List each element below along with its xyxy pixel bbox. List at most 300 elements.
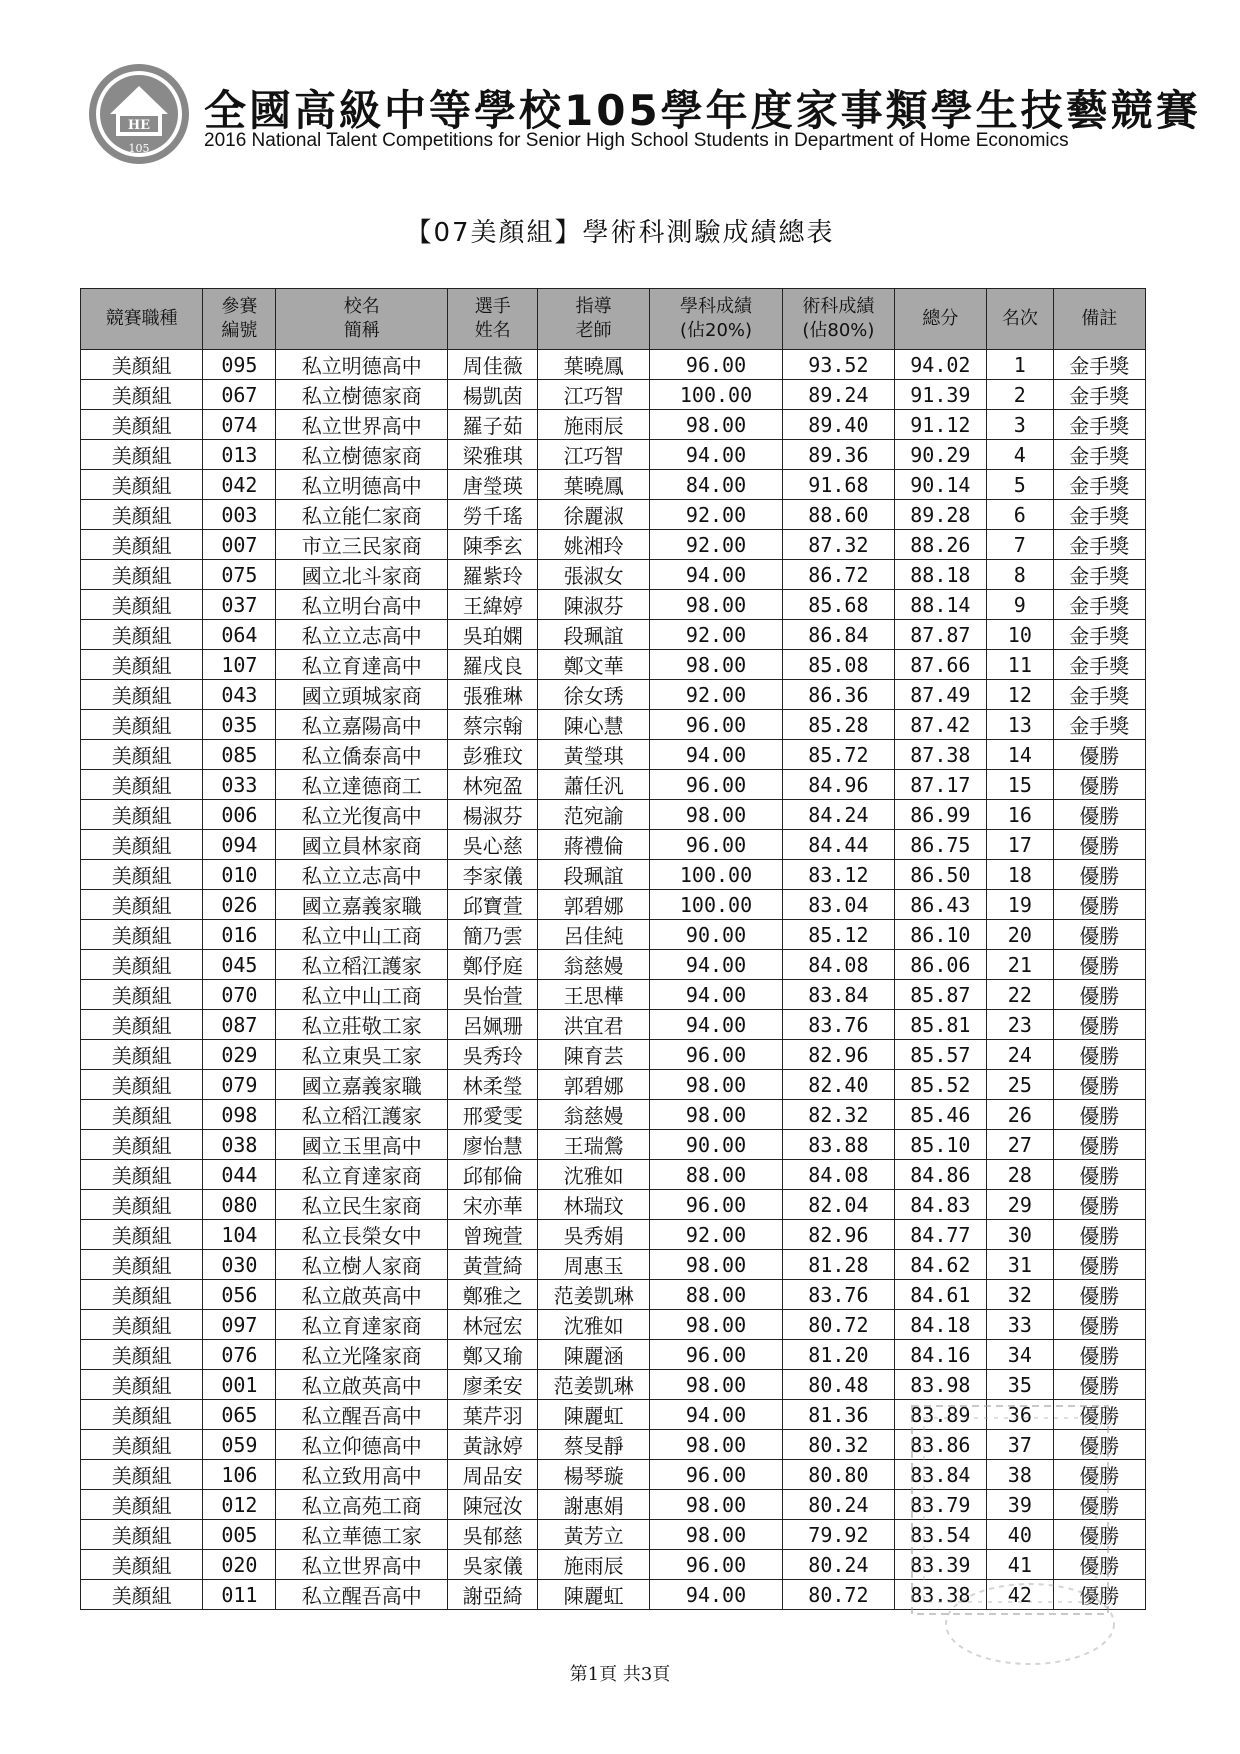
table-cell: 蔣禮倫 [538, 830, 650, 860]
table-cell: 施雨辰 [538, 1550, 650, 1580]
table-cell: 27 [987, 1130, 1054, 1160]
table-cell: 優勝 [1053, 860, 1145, 890]
table-cell: 梁雅琪 [448, 440, 538, 470]
table-cell: 黃萱綺 [448, 1250, 538, 1280]
table-cell: 83.54 [894, 1520, 986, 1550]
table-cell: 070 [203, 980, 276, 1010]
table-cell: 82.96 [783, 1040, 895, 1070]
table-cell: 美顏組 [81, 1220, 203, 1250]
table-cell: 037 [203, 590, 276, 620]
table-cell: 金手獎 [1053, 470, 1145, 500]
table-cell: 私立醒吾高中 [276, 1580, 448, 1610]
table-cell: 86.36 [783, 680, 895, 710]
table-cell: 羅紫玲 [448, 560, 538, 590]
table-cell: 私立啟英高中 [276, 1280, 448, 1310]
table-cell: 謝亞綺 [448, 1580, 538, 1610]
table-cell: 美顏組 [81, 1520, 203, 1550]
table-cell: 005 [203, 1520, 276, 1550]
table-cell: 吳秀娟 [538, 1220, 650, 1250]
table-cell: 2 [987, 380, 1054, 410]
table-cell: 美顏組 [81, 1400, 203, 1430]
table-cell: 85.57 [894, 1040, 986, 1070]
table-cell: 私立仰德高中 [276, 1430, 448, 1460]
table-row [81, 440, 1146, 470]
page-title: 全國高級中等學校105學年度家事類學生技藝競賽 [204, 86, 1201, 135]
table-cell: 唐瑩瑛 [448, 470, 538, 500]
table-cell: 沈雅如 [538, 1310, 650, 1340]
table-cell: 087 [203, 1010, 276, 1040]
table-row [81, 590, 1146, 620]
table-cell: 葉芹羽 [448, 1400, 538, 1430]
table-cell: 84.16 [894, 1340, 986, 1370]
table-cell: 94.00 [649, 950, 782, 980]
table-cell: 陳淑芬 [538, 590, 650, 620]
table-cell: 美顏組 [81, 1190, 203, 1220]
table-cell: 優勝 [1053, 1130, 1145, 1160]
column-header-line: 姓名 [474, 320, 511, 341]
table-cell: 楊琴璇 [538, 1460, 650, 1490]
table-cell: 90.14 [894, 470, 986, 500]
table-cell: 私立中山工商 [276, 980, 448, 1010]
table-cell: 美顏組 [81, 1040, 203, 1070]
table-row [81, 680, 1146, 710]
table-cell: 94.00 [649, 1580, 782, 1610]
table-cell: 美顏組 [81, 1370, 203, 1400]
table-cell: 86.72 [783, 560, 895, 590]
table-cell: 96.00 [649, 1190, 782, 1220]
table-cell: 簡乃雲 [448, 920, 538, 950]
table-cell: 98.00 [649, 1430, 782, 1460]
table-cell: 國立嘉義家職 [276, 1070, 448, 1100]
table-cell: 李家儀 [448, 860, 538, 890]
table-cell: 周佳薇 [448, 350, 538, 380]
table-cell: 私立中山工商 [276, 920, 448, 950]
table-cell: 80.72 [783, 1580, 895, 1610]
table-cell: 80.72 [783, 1310, 895, 1340]
table-cell: 106 [203, 1460, 276, 1490]
table-cell: 美顏組 [81, 440, 203, 470]
table-cell: 100.00 [649, 380, 782, 410]
table-cell: 美顏組 [81, 800, 203, 830]
table-cell: 35 [987, 1370, 1054, 1400]
table-cell: 23 [987, 1010, 1054, 1040]
table-row [81, 1400, 1146, 1430]
table-cell: 私立僑泰高中 [276, 740, 448, 770]
table-cell: 美顏組 [81, 590, 203, 620]
table-cell: 24 [987, 1040, 1054, 1070]
table-cell: 美顏組 [81, 1160, 203, 1190]
table-cell: 徐女琇 [538, 680, 650, 710]
table-cell: 羅戌良 [448, 650, 538, 680]
table-cell: 96.00 [649, 770, 782, 800]
table-cell: 優勝 [1053, 740, 1145, 770]
table-row [81, 1580, 1146, 1610]
table-cell: 鄭文華 [538, 650, 650, 680]
table-cell: 81.28 [783, 1250, 895, 1280]
table-cell: 4 [987, 440, 1054, 470]
table-cell: 私立光隆家商 [276, 1340, 448, 1370]
table-cell: 22 [987, 980, 1054, 1010]
table-cell: 陳麗虹 [538, 1400, 650, 1430]
table-row [81, 920, 1146, 950]
table-cell: 89.36 [783, 440, 895, 470]
table-row [81, 1520, 1146, 1550]
table-row [81, 770, 1146, 800]
table-cell: 私立明德高中 [276, 350, 448, 380]
table-cell: 89.24 [783, 380, 895, 410]
table-cell: 39 [987, 1490, 1054, 1520]
table-cell: 085 [203, 740, 276, 770]
table-cell: 84.08 [783, 1160, 895, 1190]
table-cell: 96.00 [649, 830, 782, 860]
table-cell: 金手獎 [1053, 410, 1145, 440]
table-cell: 96.00 [649, 1040, 782, 1070]
table-row [81, 830, 1146, 860]
table-cell: 82.04 [783, 1190, 895, 1220]
column-header [276, 289, 448, 350]
table-cell: 16 [987, 800, 1054, 830]
table-cell: 廖柔安 [448, 1370, 538, 1400]
table-cell: 私立華德工家 [276, 1520, 448, 1550]
table-cell: 86.75 [894, 830, 986, 860]
table-cell: 100.00 [649, 860, 782, 890]
table-cell: 82.32 [783, 1100, 895, 1130]
table-cell: 優勝 [1053, 1430, 1145, 1460]
table-cell: 92.00 [649, 530, 782, 560]
table-cell: 林冠宏 [448, 1310, 538, 1340]
table-cell: 美顏組 [81, 1100, 203, 1130]
table-cell: 94.02 [894, 350, 986, 380]
table-cell: 陳育芸 [538, 1040, 650, 1070]
table-cell: 98.00 [649, 1490, 782, 1520]
table-cell: 095 [203, 350, 276, 380]
table-cell: 優勝 [1053, 950, 1145, 980]
table-cell: 蔡宗翰 [448, 710, 538, 740]
table-cell: 92.00 [649, 1220, 782, 1250]
table-cell: 007 [203, 530, 276, 560]
table-cell: 王緯婷 [448, 590, 538, 620]
table-cell: 92.00 [649, 620, 782, 650]
table-cell: 26 [987, 1100, 1054, 1130]
table-cell: 85.52 [894, 1070, 986, 1100]
table-cell: 067 [203, 380, 276, 410]
table-cell: 優勝 [1053, 1070, 1145, 1100]
table-cell: 金手獎 [1053, 620, 1145, 650]
table-cell: 私立致用高中 [276, 1460, 448, 1490]
table-cell: 郭碧娜 [538, 1070, 650, 1100]
table-cell: 周品安 [448, 1460, 538, 1490]
table-row [81, 410, 1146, 440]
table-cell: 88.00 [649, 1160, 782, 1190]
table-cell: 國立嘉義家職 [276, 890, 448, 920]
table-cell: 私立育達高中 [276, 650, 448, 680]
table-cell: 059 [203, 1430, 276, 1460]
table-cell: 17 [987, 830, 1054, 860]
table-cell: 98.00 [649, 650, 782, 680]
table-cell: 075 [203, 560, 276, 590]
column-header-line: 指導 [575, 296, 612, 317]
table-cell: 89.40 [783, 410, 895, 440]
table-cell: 優勝 [1053, 1010, 1145, 1040]
table-cell: 84.18 [894, 1310, 986, 1340]
table-cell: 洪宜君 [538, 1010, 650, 1040]
table-cell: 美顏組 [81, 1280, 203, 1310]
table-cell: 7 [987, 530, 1054, 560]
table-cell: 80.80 [783, 1460, 895, 1490]
table-cell: 美顏組 [81, 1460, 203, 1490]
table-cell: 優勝 [1053, 1160, 1145, 1190]
table-cell: 勞千瑤 [448, 500, 538, 530]
table-cell: 美顏組 [81, 1070, 203, 1100]
column-header-line: 選手 [474, 296, 511, 317]
table-cell: 86.06 [894, 950, 986, 980]
table-cell: 鄭又瑜 [448, 1340, 538, 1370]
table-cell: 84.96 [783, 770, 895, 800]
table-cell: 83.79 [894, 1490, 986, 1520]
table-row [81, 1160, 1146, 1190]
table-cell: 19 [987, 890, 1054, 920]
table-cell: 98.00 [649, 1370, 782, 1400]
table-cell: 林瑞玟 [538, 1190, 650, 1220]
table-row [81, 860, 1146, 890]
table-cell: 私立樹德家商 [276, 380, 448, 410]
table-cell: 呂佳純 [538, 920, 650, 950]
table-cell: 80.24 [783, 1550, 895, 1580]
table-cell: 優勝 [1053, 1100, 1145, 1130]
table-cell: 96.00 [649, 1550, 782, 1580]
table-cell: 83.89 [894, 1400, 986, 1430]
table-cell: 陳麗虹 [538, 1580, 650, 1610]
table-cell: 私立世界高中 [276, 1550, 448, 1580]
column-header-line: 術科成績 [802, 296, 875, 317]
table-cell: 88.18 [894, 560, 986, 590]
table-cell: 私立立志高中 [276, 620, 448, 650]
table-cell: 83.84 [894, 1460, 986, 1490]
table-cell: 84.24 [783, 800, 895, 830]
table-cell: 私立東吳工家 [276, 1040, 448, 1070]
table-cell: 029 [203, 1040, 276, 1070]
table-cell: 宋亦華 [448, 1190, 538, 1220]
table-cell: 40 [987, 1520, 1054, 1550]
column-header-line: 總分 [922, 308, 959, 329]
table-cell: 84.00 [649, 470, 782, 500]
table-cell: 美顏組 [81, 410, 203, 440]
table-cell: 96.00 [649, 1460, 782, 1490]
table-cell: 81.20 [783, 1340, 895, 1370]
table-cell: 84.86 [894, 1160, 986, 1190]
table-cell: 私立世界高中 [276, 410, 448, 440]
table-cell: 金手獎 [1053, 590, 1145, 620]
table-cell: 吳心慈 [448, 830, 538, 860]
table-cell: 098 [203, 1100, 276, 1130]
table-cell: 21 [987, 950, 1054, 980]
table-cell: 84.44 [783, 830, 895, 860]
table-cell: 056 [203, 1280, 276, 1310]
column-header [448, 289, 538, 350]
table-cell: 優勝 [1053, 830, 1145, 860]
column-header-line: 備註 [1081, 308, 1118, 329]
table-cell: 美顏組 [81, 920, 203, 950]
table-cell: 優勝 [1053, 1370, 1145, 1400]
table-cell: 美顏組 [81, 980, 203, 1010]
table-cell: 094 [203, 830, 276, 860]
table-cell: 001 [203, 1370, 276, 1400]
table-cell: 美顏組 [81, 500, 203, 530]
table-cell: 美顏組 [81, 860, 203, 890]
table-cell: 金手獎 [1053, 680, 1145, 710]
table-cell: 私立能仁家商 [276, 500, 448, 530]
table-cell: 5 [987, 470, 1054, 500]
table-cell: 83.98 [894, 1370, 986, 1400]
table-cell: 美顏組 [81, 1250, 203, 1280]
table-cell: 37 [987, 1430, 1054, 1460]
table-row [81, 740, 1146, 770]
table-cell: 邱郁倫 [448, 1160, 538, 1190]
table-cell: 074 [203, 410, 276, 440]
table-row [81, 530, 1146, 560]
table-cell: 90.29 [894, 440, 986, 470]
table-cell: 91.39 [894, 380, 986, 410]
table-row [81, 1070, 1146, 1100]
column-header [894, 289, 986, 350]
table-cell: 優勝 [1053, 1040, 1145, 1070]
table-cell: 98.00 [649, 1100, 782, 1130]
table-cell: 82.40 [783, 1070, 895, 1100]
table-cell: 10 [987, 620, 1054, 650]
table-cell: 90.00 [649, 1130, 782, 1160]
table-cell: 6 [987, 500, 1054, 530]
table-cell: 84.62 [894, 1250, 986, 1280]
table-cell: 82.96 [783, 1220, 895, 1250]
column-header [649, 289, 782, 350]
table-cell: 98.00 [649, 1310, 782, 1340]
table-cell: 范宛諭 [538, 800, 650, 830]
table-cell: 064 [203, 620, 276, 650]
table-row [81, 890, 1146, 920]
table-cell: 90.00 [649, 920, 782, 950]
table-cell: 85.10 [894, 1130, 986, 1160]
table-cell: 94.00 [649, 1400, 782, 1430]
column-header-line: 競賽職種 [105, 308, 178, 329]
table-cell: 96.00 [649, 350, 782, 380]
table-row [81, 1190, 1146, 1220]
table-cell: 林宛盈 [448, 770, 538, 800]
table-cell: 83.39 [894, 1550, 986, 1580]
table-cell: 84.08 [783, 950, 895, 980]
table-cell: 88.60 [783, 500, 895, 530]
table-cell: 私立樹人家商 [276, 1250, 448, 1280]
table-cell: 林柔瑩 [448, 1070, 538, 1100]
table-cell: 83.76 [783, 1280, 895, 1310]
table-cell: 私立啟英高中 [276, 1370, 448, 1400]
table-cell: 張淑女 [538, 560, 650, 590]
table-cell: 86.10 [894, 920, 986, 950]
table-cell: 私立高苑工商 [276, 1490, 448, 1520]
table-cell: 83.38 [894, 1580, 986, 1610]
table-cell: 國立員林家商 [276, 830, 448, 860]
table-cell: 20 [987, 920, 1054, 950]
table-cell: 065 [203, 1400, 276, 1430]
table-row [81, 1460, 1146, 1490]
table-cell: 美顏組 [81, 350, 203, 380]
table-cell: 86.84 [783, 620, 895, 650]
table-cell: 016 [203, 920, 276, 950]
table-cell: 私立明台高中 [276, 590, 448, 620]
table-cell: 29 [987, 1190, 1054, 1220]
table-cell: 030 [203, 1250, 276, 1280]
table-cell: 83.12 [783, 860, 895, 890]
table-cell: 蕭任汎 [538, 770, 650, 800]
table-cell: 周惠玉 [538, 1250, 650, 1280]
table-cell: 34 [987, 1340, 1054, 1370]
table-cell: 98.00 [649, 1250, 782, 1280]
table-cell: 14 [987, 740, 1054, 770]
table-row [81, 500, 1146, 530]
table-cell: 86.43 [894, 890, 986, 920]
table-cell: 87.42 [894, 710, 986, 740]
table-cell: 優勝 [1053, 1280, 1145, 1310]
table-body [81, 350, 1146, 1610]
table-cell: 優勝 [1053, 1580, 1145, 1610]
table-cell: 羅子茹 [448, 410, 538, 440]
table-cell: 金手獎 [1053, 530, 1145, 560]
table-cell: 042 [203, 470, 276, 500]
table-cell: 金手獎 [1053, 380, 1145, 410]
table-cell: 彭雅玟 [448, 740, 538, 770]
column-header [987, 289, 1054, 350]
table-cell: 私立達德商工 [276, 770, 448, 800]
table-cell: 美顏組 [81, 1430, 203, 1460]
table-cell: 美顏組 [81, 380, 203, 410]
table-cell: 3 [987, 410, 1054, 440]
table-cell: 楊淑芬 [448, 800, 538, 830]
table-cell: 優勝 [1053, 1310, 1145, 1340]
table-cell: 28 [987, 1160, 1054, 1190]
table-cell: 葉曉鳳 [538, 350, 650, 380]
column-header [1053, 289, 1145, 350]
table-title: 【07美顏組】學術科測驗成績總表 [405, 218, 835, 248]
table-row [81, 650, 1146, 680]
table-cell: 私立明德高中 [276, 470, 448, 500]
table-cell: 104 [203, 1220, 276, 1250]
table-cell: 曾琬萱 [448, 1220, 538, 1250]
table-cell: 85.46 [894, 1100, 986, 1130]
table-cell: 006 [203, 800, 276, 830]
table-cell: 003 [203, 500, 276, 530]
page-title-english: 2016 National Talent Competitions for Senior High School Students in Department of Home Economics [204, 130, 1069, 151]
table-cell: 蔡旻靜 [538, 1430, 650, 1460]
table-cell: 85.08 [783, 650, 895, 680]
table-cell: 043 [203, 680, 276, 710]
table-cell: 謝惠娟 [538, 1490, 650, 1520]
table-cell: 吳家儀 [448, 1550, 538, 1580]
table-cell: 黃瑩琪 [538, 740, 650, 770]
table-cell: 陳麗涵 [538, 1340, 650, 1370]
table-header-row [81, 289, 1146, 350]
table-cell: 85.28 [783, 710, 895, 740]
column-header-line: 校名 [343, 296, 380, 317]
table-cell: 優勝 [1053, 1520, 1145, 1550]
table-row [81, 1010, 1146, 1040]
table-cell: 80.48 [783, 1370, 895, 1400]
table-cell: 邢愛雯 [448, 1100, 538, 1130]
table-cell: 美顏組 [81, 1130, 203, 1160]
table-cell: 段珮誼 [538, 860, 650, 890]
table-cell: 吳怡萱 [448, 980, 538, 1010]
table-cell: 88.14 [894, 590, 986, 620]
table-cell: 廖怡慧 [448, 1130, 538, 1160]
table-row [81, 1430, 1146, 1460]
